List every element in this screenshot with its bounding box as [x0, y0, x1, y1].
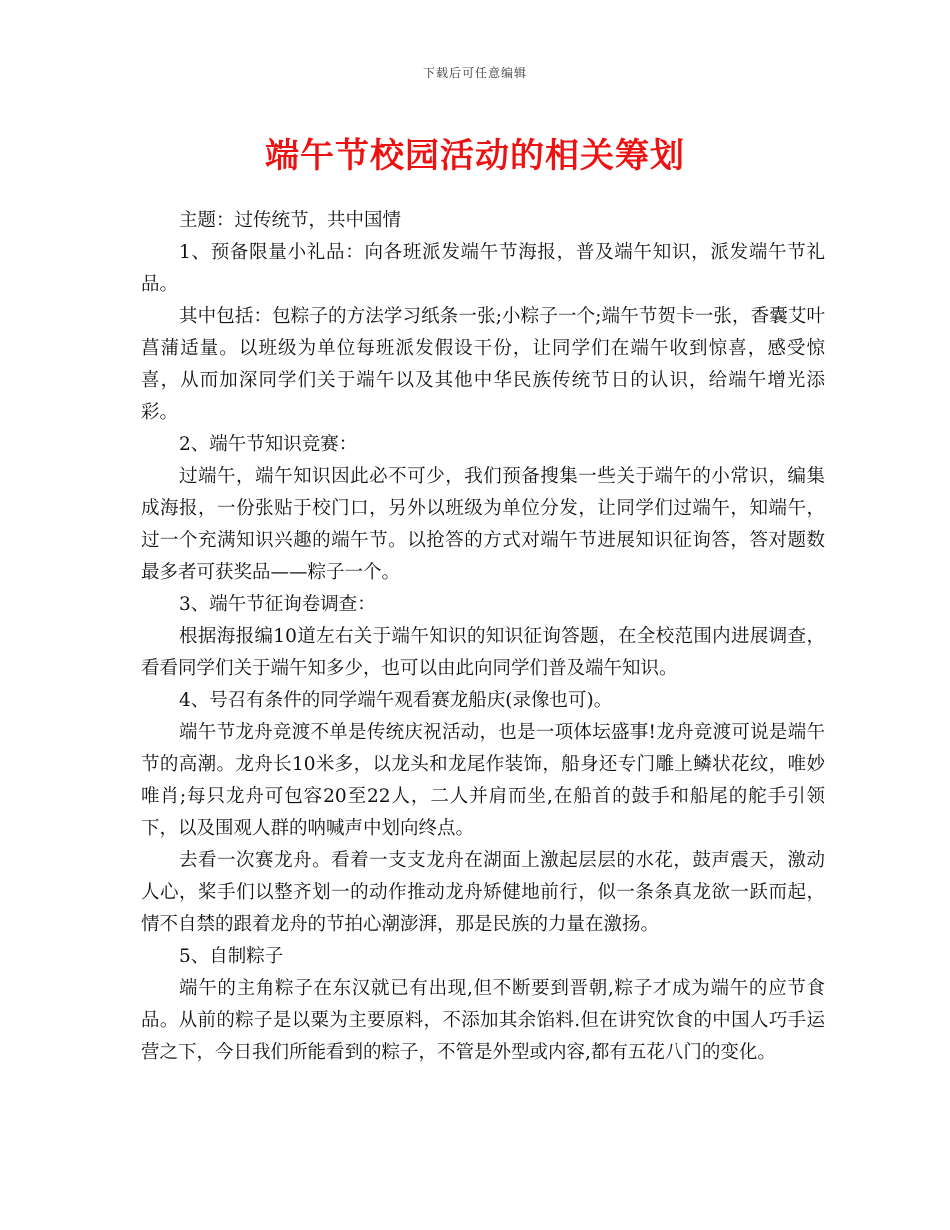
- paragraph-item-4-scene: 去看一次赛龙舟。看着一支支龙舟在湖面上激起层层的水花，鼓声震天，激动人心，桨手们以整齐划一的动作推动龙舟矫健地前行，似一条条真龙欲一跃而起，情不自禁的跟着龙舟的节拍心潮澎湃，那是民族的力量在激扬。: [141, 850, 825, 935]
- header-note: 下载后可任意编辑: [422, 66, 527, 80]
- paragraph-theme: 主题：过传统节，共中国情: [179, 210, 402, 231]
- paragraph-item-3-detail: 根据海报编10道左右关于端午知识的知识征询答题，在全校范围内进展调查，看看同学们关于端午知多少，也可以由此向同学们普及端午知识。: [141, 626, 825, 679]
- paragraph-item-2-detail: 过端午，端午知识因此必不可少，我们预备搜集一些关于端午的小常识，编集成海报，一份张贴于校门口，另外以班级为单位分发，让同学们过端午，知端午，过一个充满知识兴趣的端午节。以抢答的方式对端午节进展知识征询答，答对题数最多者可获奖品——粽子一个。: [141, 466, 825, 583]
- paragraph-item-4: 4、号召有条件的同学端午观看赛龙船庆(录像也可)。: [179, 690, 613, 711]
- paragraph-item-1-detail: 其中包括：包粽子的方法学习纸条一张;小粽子一个;端午节贺卡一张，香囊艾叶菖蒲适量。以班级为单位每班派发假设干份，让同学们在端午收到惊喜，感受惊喜，从而加深同学们关于端午以及其他中华民族传统节日的认识，给端午增光添彩。: [141, 306, 825, 423]
- paragraph-item-3: 3、端午节征询卷调查：: [179, 594, 376, 615]
- document-title: 端午节校园活动的相关筹划: [265, 136, 685, 176]
- paragraph-item-1: 1、预备限量小礼品：向各班派发端午节海报，普及端午知识，派发端午节礼品。: [141, 242, 825, 295]
- document-body: [141, 205, 825, 1069]
- paragraph-item-5: 5、自制粽子: [179, 946, 284, 967]
- paragraph-item-5-detail: 端午的主角粽子在东汉就已有出现,但不断要到晋朝,粽子才成为端午的应节食品。从前的粽子是以粟为主要原料，不添加其余馅料.但在讲究饮食的中国人巧手运营之下，今日我们所能看到的粽子，不管是外型或内容,都有五花八门的变化。: [141, 978, 825, 1063]
- paragraph-item-2: 2、端午节知识竞赛：: [179, 434, 358, 455]
- paragraph-item-4-detail: 端午节龙舟竞渡不单是传统庆祝活动，也是一项体坛盛事!龙舟竞渡可说是端午节的高潮。龙舟长10米多，以龙头和龙尾作装饰，船身还专门雕上鳞状花纹，唯妙唯肖;每只龙舟可包容20至22人，二人并肩而坐,在船首的鼓手和船尾的舵手引领下，以及围观人群的呐喊声中划向终点。: [141, 722, 825, 839]
